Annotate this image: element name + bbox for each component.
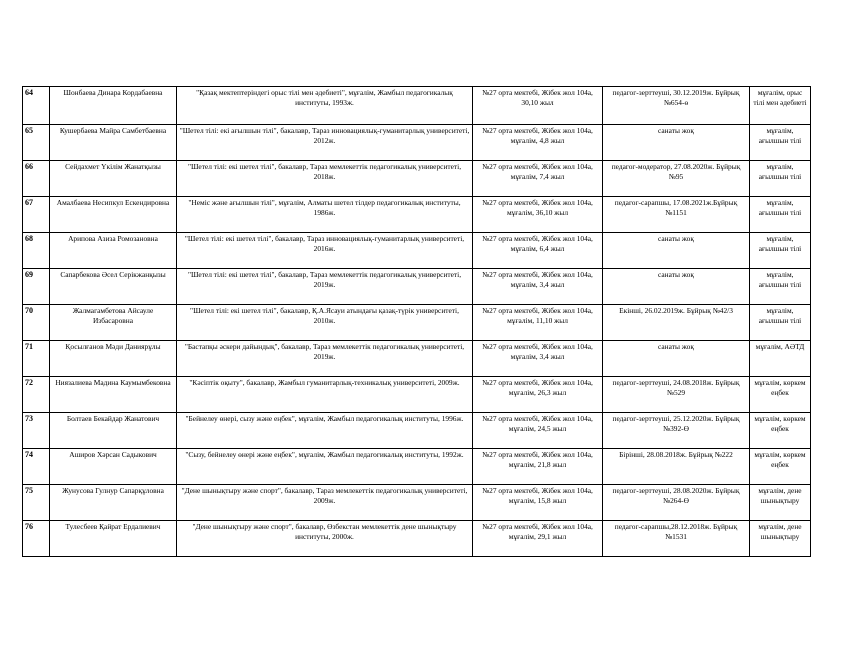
workplace-cell: №27 орта мектебі, Жібек жол 104а, мұғалім, 24,5 жыл — [473, 413, 603, 449]
row-number: 65 — [23, 125, 50, 161]
table-row — [23, 197, 811, 233]
position-cell: мұғалім, көркем еңбек — [750, 413, 811, 449]
category-cell: педагог-модератор, 27.08.2020ж. Бұйрық №95 — [603, 161, 750, 197]
table-row — [23, 233, 811, 269]
teacher-name: Ниязалиева Мадина Каумымбековна — [50, 377, 177, 413]
teacher-name: Сапарбекова Әсел Серікжанқызы — [50, 269, 177, 305]
document-page — [22, 86, 811, 557]
staff-table — [22, 86, 811, 557]
workplace-cell: №27 орта мектебі, Жібек жол 104а, мұғалім, 11,10 жыл — [473, 305, 603, 341]
teacher-name: Арипова Азиза Ромозановна — [50, 233, 177, 269]
workplace-cell: №27 орта мектебі, Жібек жол 104а, мұғалім, 15,8 жыл — [473, 485, 603, 521]
table-row — [23, 161, 811, 197]
row-number: 76 — [23, 521, 50, 557]
workplace-cell: №27 орта мектебі, Жібек жол 104а, 30,10 жыл — [473, 87, 603, 125]
education-cell: "Шетел тілі: екі шетел тілі", бакалавр, Тараз мемлекеттік педагогикалық университеті, 2019ж. — [177, 269, 473, 305]
row-number: 68 — [23, 233, 50, 269]
teacher-name: Жалмагамбетова Айсауле Избасаровна — [50, 305, 177, 341]
workplace-cell: №27 орта мектебі, Жібек жол 104а, мұғалім, 36,10 жыл — [473, 197, 603, 233]
category-cell: педагог-зерттеуші, 24.08.2018ж. Бұйрық №529 — [603, 377, 750, 413]
category-cell: педагог-сарапшы,28.12.2018ж. Бұйрық №1531 — [603, 521, 750, 557]
table-row — [23, 87, 811, 125]
teacher-name: Тулесбеев Қайрат Ердалиевич — [50, 521, 177, 557]
category-cell: педагог-зерттеуші, 25.12.2020ж. Бұйрық №392-Ө — [603, 413, 750, 449]
position-cell: мұғалім, орыс тілі мен әдебиеті — [750, 87, 811, 125]
education-cell: "Дене шынықтыру және спорт", бакалавр, Тараз мемлекеттік педагогикалық университеті, 2009ж. — [177, 485, 473, 521]
row-number: 66 — [23, 161, 50, 197]
table-row — [23, 125, 811, 161]
row-number: 73 — [23, 413, 50, 449]
teacher-name: Болтаев Бекайдар Жанатович — [50, 413, 177, 449]
row-number: 69 — [23, 269, 50, 305]
row-number: 70 — [23, 305, 50, 341]
education-cell: "Сызу, бейнелеу өнері және еңбек", мұғалім, Жамбыл педагогикалық институты, 1992ж. — [177, 449, 473, 485]
workplace-cell: №27 орта мектебі, Жібек жол 104а, мұғалім, 3,4 жыл — [473, 341, 603, 377]
position-cell: мұғалім, дене шынықтыру — [750, 521, 811, 557]
table-row — [23, 377, 811, 413]
teacher-name: Сейдахмет Үкілім Жанатқызы — [50, 161, 177, 197]
category-cell: педагог-зерттеуші, 30.12.2019ж. Бұйрық №654-ө — [603, 87, 750, 125]
workplace-cell: №27 орта мектебі, Жібек жол 104а, мұғалім, 29,1 жыл — [473, 521, 603, 557]
education-cell: "Шетел тілі: екі шетел тілі", бакалавр, Қ.А.Ясауи атындағы қазақ-түрік университеті, 2010ж. — [177, 305, 473, 341]
teacher-name: Қосылғанов Мәди Даниярұлы — [50, 341, 177, 377]
category-cell: педагог-сарапшы, 17.08.2021ж.Бұйрық №1151 — [603, 197, 750, 233]
row-number: 71 — [23, 341, 50, 377]
position-cell: мұғалім, АӘТД — [750, 341, 811, 377]
position-cell: мұғалім, ағылшын тілі — [750, 269, 811, 305]
row-number: 67 — [23, 197, 50, 233]
table-row — [23, 305, 811, 341]
teacher-name: Жунусова Гулнур Сапарқұловна — [50, 485, 177, 521]
education-cell: "Дене шынықтыру және спорт", бакалавр, Өзбекстан мемлекеттік дене шынықтыру институты, 2000ж. — [177, 521, 473, 557]
teacher-name: Шонбаева Динара Кордабаевна — [50, 87, 177, 125]
position-cell: мұғалім, ағылшын тілі — [750, 125, 811, 161]
table-row — [23, 413, 811, 449]
education-cell: "Бастапқы әскери дайындық", бакалавр, Тараз мемлекеттік педагогикалық университеті, 2019ж. — [177, 341, 473, 377]
workplace-cell: №27 орта мектебі, Жібек жол 104а, мұғалім, 21,8 жыл — [473, 449, 603, 485]
position-cell: мұғалім, ағылшын тілі — [750, 305, 811, 341]
education-cell: "Шетел тілі: екі ағылшын тілі", бакалавр, Тараз инновациялық-гуманитарлық университеті, 2012ж. — [177, 125, 473, 161]
category-cell: педагог-зерттеуші, 28.08.2020ж. Бұйрық №264-Ө — [603, 485, 750, 521]
workplace-cell: №27 орта мектебі, Жібек жол 104а, мұғалім, 7,4 жыл — [473, 161, 603, 197]
workplace-cell: №27 орта мектебі, Жібек жол 104а, мұғалім, 26,3 жыл — [473, 377, 603, 413]
table-row — [23, 485, 811, 521]
category-cell: Бірінші, 28.08.2018ж. Бұйрық №222 — [603, 449, 750, 485]
category-cell: санаты жоқ — [603, 125, 750, 161]
education-cell: "Неміс және ағылшын тілі", мұғалім, Алматы шетел тілдер педагогикалық институты, 1986ж. — [177, 197, 473, 233]
education-cell: "Қазақ мектептеріндегі орыс тілі мен әдебиеті", мұғалім, Жамбыл педагогикалық институты, 1993ж. — [177, 87, 473, 125]
table-body — [23, 87, 811, 557]
category-cell: санаты жоқ — [603, 269, 750, 305]
position-cell: мұғалім, дене шынықтыру — [750, 485, 811, 521]
education-cell: "Шетел тілі: екі шетел тілі", бакалавр, Тараз мемлекеттік педагогикалық университеті, 2018ж. — [177, 161, 473, 197]
position-cell: мұғалім, ағылшын тілі — [750, 161, 811, 197]
row-number: 75 — [23, 485, 50, 521]
education-cell: "Кәсіптік оқыту", бакалавр, Жамбыл гуманитарлық-техникалық университеті, 2009ж. — [177, 377, 473, 413]
education-cell: "Шетел тілі: екі шетел тілі", бакалавр, Тараз инновациялық-гуманитарлық университеті, 2016ж. — [177, 233, 473, 269]
teacher-name: Амалбаева Несипкул Ескендировна — [50, 197, 177, 233]
workplace-cell: №27 орта мектебі, Жібек жол 104а, мұғалім, 6,4 жыл — [473, 233, 603, 269]
position-cell: мұғалім, көркем еңбек — [750, 449, 811, 485]
table-row — [23, 341, 811, 377]
row-number: 74 — [23, 449, 50, 485]
row-number: 72 — [23, 377, 50, 413]
position-cell: мұғалім, ағылшын тілі — [750, 197, 811, 233]
table-row — [23, 449, 811, 485]
workplace-cell: №27 орта мектебі, Жібек жол 104а, мұғалім, 3,4 жыл — [473, 269, 603, 305]
workplace-cell: №27 орта мектебі, Жібек жол 104а, мұғалім, 4,8 жыл — [473, 125, 603, 161]
row-number: 64 — [23, 87, 50, 125]
table-row — [23, 521, 811, 557]
table-row — [23, 269, 811, 305]
category-cell: Екінші, 26.02.2019ж. Бұйрық №42/3 — [603, 305, 750, 341]
position-cell: мұғалім, ағылшын тілі — [750, 233, 811, 269]
position-cell: мұғалім, көркем еңбек — [750, 377, 811, 413]
teacher-name: Аширов Хәрсан Садыкович — [50, 449, 177, 485]
teacher-name: Кушербаева Майра Самбетбаевна — [50, 125, 177, 161]
education-cell: "Бейнелеу өнері, сызу және еңбек", мұғалім, Жамбыл педагогикалық институты, 1996ж. — [177, 413, 473, 449]
category-cell: санаты жоқ — [603, 341, 750, 377]
category-cell: санаты жоқ — [603, 233, 750, 269]
